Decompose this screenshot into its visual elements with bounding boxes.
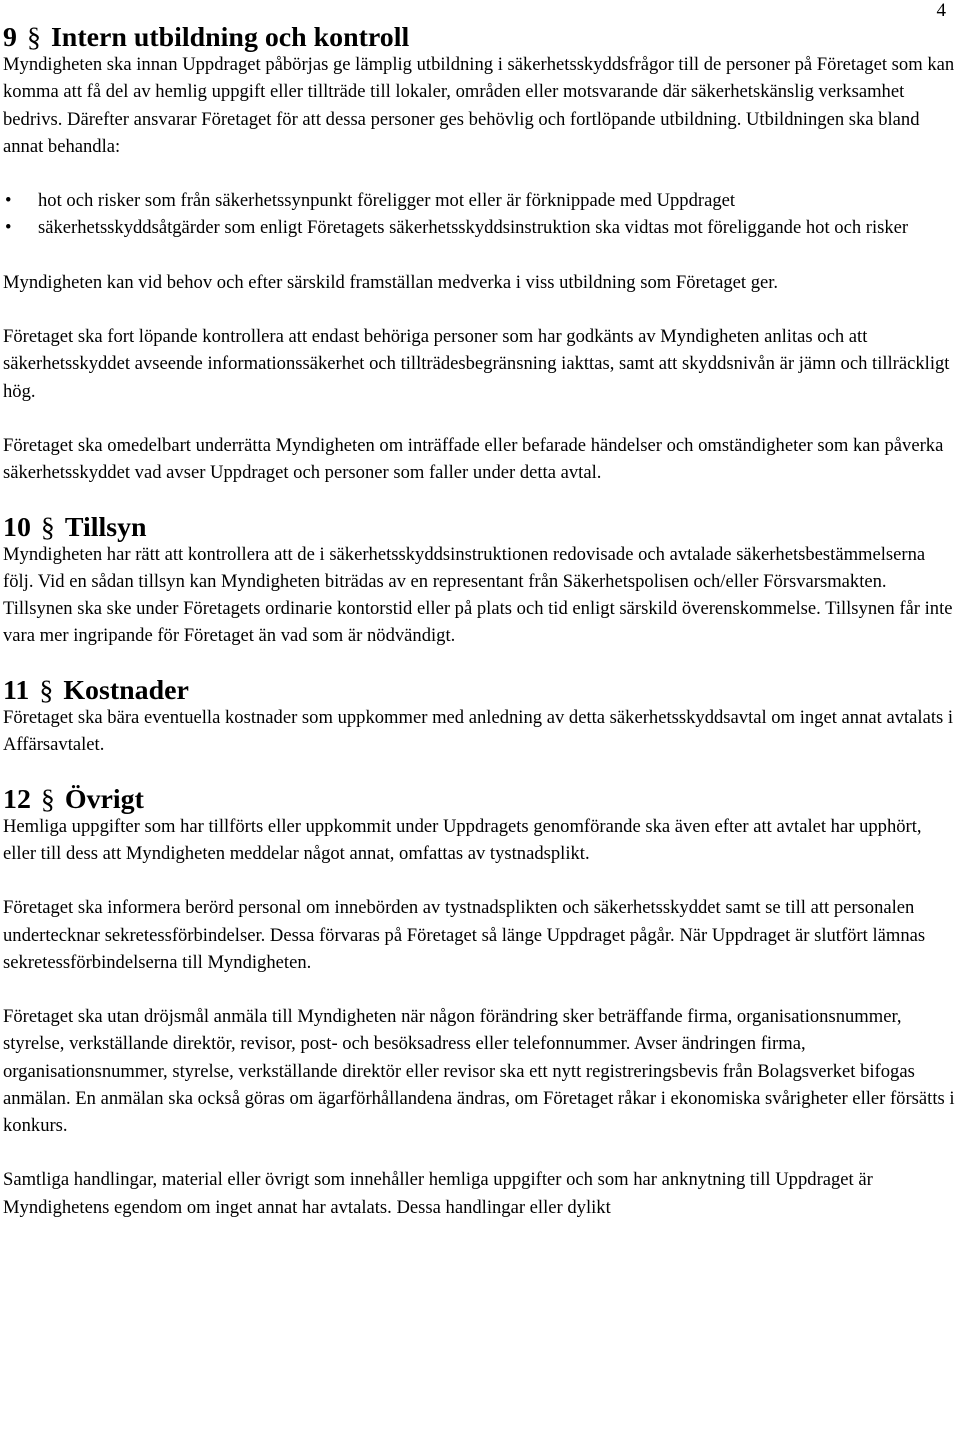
- section-12: [3, 783, 959, 1221]
- section-paragraph: Myndigheten har rätt att kontrollera att de i säkerhetsskyddsinstruktionen redovisade och avtalade säkerhetsbestämmelserna följ. Vid en sådan tillsyn kan Myndigheten biträdas av en representant från Säkerhetspolisen och/eller Försvarsmakten. Tillsynen ska ske under Företagets ordinarie kontorstid eller på plats och tid enligt särskild överenskommelse. Tillsynen får inte vara mer ingripande för Företaget än vad som är nödvändigt.: [3, 543, 953, 647]
- section-symbol: §: [40, 511, 55, 543]
- section-number: 12: [3, 783, 31, 815]
- bullet-list: [3, 187, 959, 241]
- section-paragraph: Företaget ska utan dröjsmål anmäla till Myndigheten när någon förändring sker beträffande firma, organisationsnummer, styrelse, verkställande direktör, revisor, post- och besöksadress eller telefonnummer. Avser ändringen firma, organisationsnummer, styrelse, verkställande direktör eller revisor ska ett nytt registreringsbevis från Bolagsverket bifogas anmälan. En anmälan ska också göras om ägarförhållandena ändras, om Företaget råkar i ekonomiska svårigheter eller försätts i konkurs.: [3, 1006, 955, 1136]
- section-heading: [3, 783, 959, 815]
- section-number: 9: [3, 22, 17, 53]
- section-heading: [3, 511, 959, 543]
- section-11: [3, 674, 959, 759]
- section-paragraph: Myndigheten kan vid behov och efter särskild framställan medverka i viss utbildning som Företaget ger.: [3, 271, 779, 293]
- document-body: [3, 24, 959, 1221]
- bullet-icon: •: [5, 190, 12, 212]
- section-number: 11: [3, 674, 30, 706]
- section-9: [3, 24, 959, 486]
- section-title: Kostnader: [63, 674, 189, 706]
- section-symbol: §: [40, 783, 55, 815]
- section-title: Intern utbildning och kontroll: [50, 22, 410, 53]
- section-paragraph: Företaget ska informera berörd personal om innebörden av tystnadsplikten och säkerhetsskyddet samt se till att personalen undertecknar sekretessförbindelser. Dessa förvaras på Företaget så länge Uppdraget pågår. När Uppdraget är slutfört lämnas sekretessförbindelserna till Myndigheten.: [3, 897, 926, 973]
- section-paragraph: Myndigheten ska innan Uppdraget påbörjas ge lämplig utbildning i säkerhetsskyddsfrågor till de personer på Företaget som kan komma att få del av hemlig uppgift eller tillträde till lokaler, områden eller motsvarande där säkerhetskänslig verksamhet bedrivs. Därefter ansvarar Företaget för att dessa personer ges behövlig och fortlöpande utbildning. Utbildningen ska bland annat behandla:: [3, 54, 955, 157]
- section-paragraph: Företaget ska bära eventuella kostnader som uppkommer med anledning av detta säkerhetsskyddsavtal om inget annat avtalats i Affärsavtalet.: [3, 706, 954, 756]
- section-title: Tillsyn: [64, 511, 147, 543]
- list-item: [3, 214, 959, 241]
- section-heading: [3, 24, 959, 51]
- page-number: 4: [936, 0, 946, 21]
- section-symbol: §: [26, 22, 41, 53]
- section-number: 10: [3, 511, 31, 543]
- section-paragraph: Hemliga uppgifter som har tillförts eller uppkommit under Uppdragets genomförande ska även efter att avtalet har upphört, eller till dess att Myndigheten meddelar något annat, omfattas av tystnadsplikt.: [3, 815, 922, 864]
- section-10: [3, 511, 959, 650]
- list-item: [3, 187, 959, 214]
- bullet-icon: •: [5, 217, 12, 239]
- list-item-text: hot och risker som från säkerhetssynpunkt föreligger mot eller är förknippade med Uppdraget: [38, 190, 736, 212]
- section-heading: [3, 674, 959, 706]
- section-paragraph: Företaget ska omedelbart underrätta Myndigheten om inträffade eller befarade händelser och omständigheter som kan påverka säkerhetsskyddet vad avser Uppdraget och personer som faller under detta avtal.: [3, 434, 944, 484]
- section-paragraph: Företaget ska fort löpande kontrollera att endast behöriga personer som har godkänts av Myndigheten anlitas och att säkerhetsskyddet avseende informationssäkerhet och tillträdesbegränsning iakttas, samt att skyddsnivån är jämn och tillräckligt hög.: [3, 326, 950, 402]
- section-symbol: §: [39, 674, 54, 706]
- list-item-text: säkerhetsskyddsåtgärder som enligt Företagets säkerhetsskyddsinstruktion ska vidtas mot föreliggande hot och risker: [38, 217, 909, 239]
- section-paragraph: Samtliga handlingar, material eller övrigt som innehåller hemliga uppgifter och som har anknytning till Uppdraget är Myndighetens egendom om inget annat har avtalats. Dessa handlingar eller dylikt: [3, 1169, 873, 1218]
- section-title: Övrigt: [64, 783, 144, 815]
